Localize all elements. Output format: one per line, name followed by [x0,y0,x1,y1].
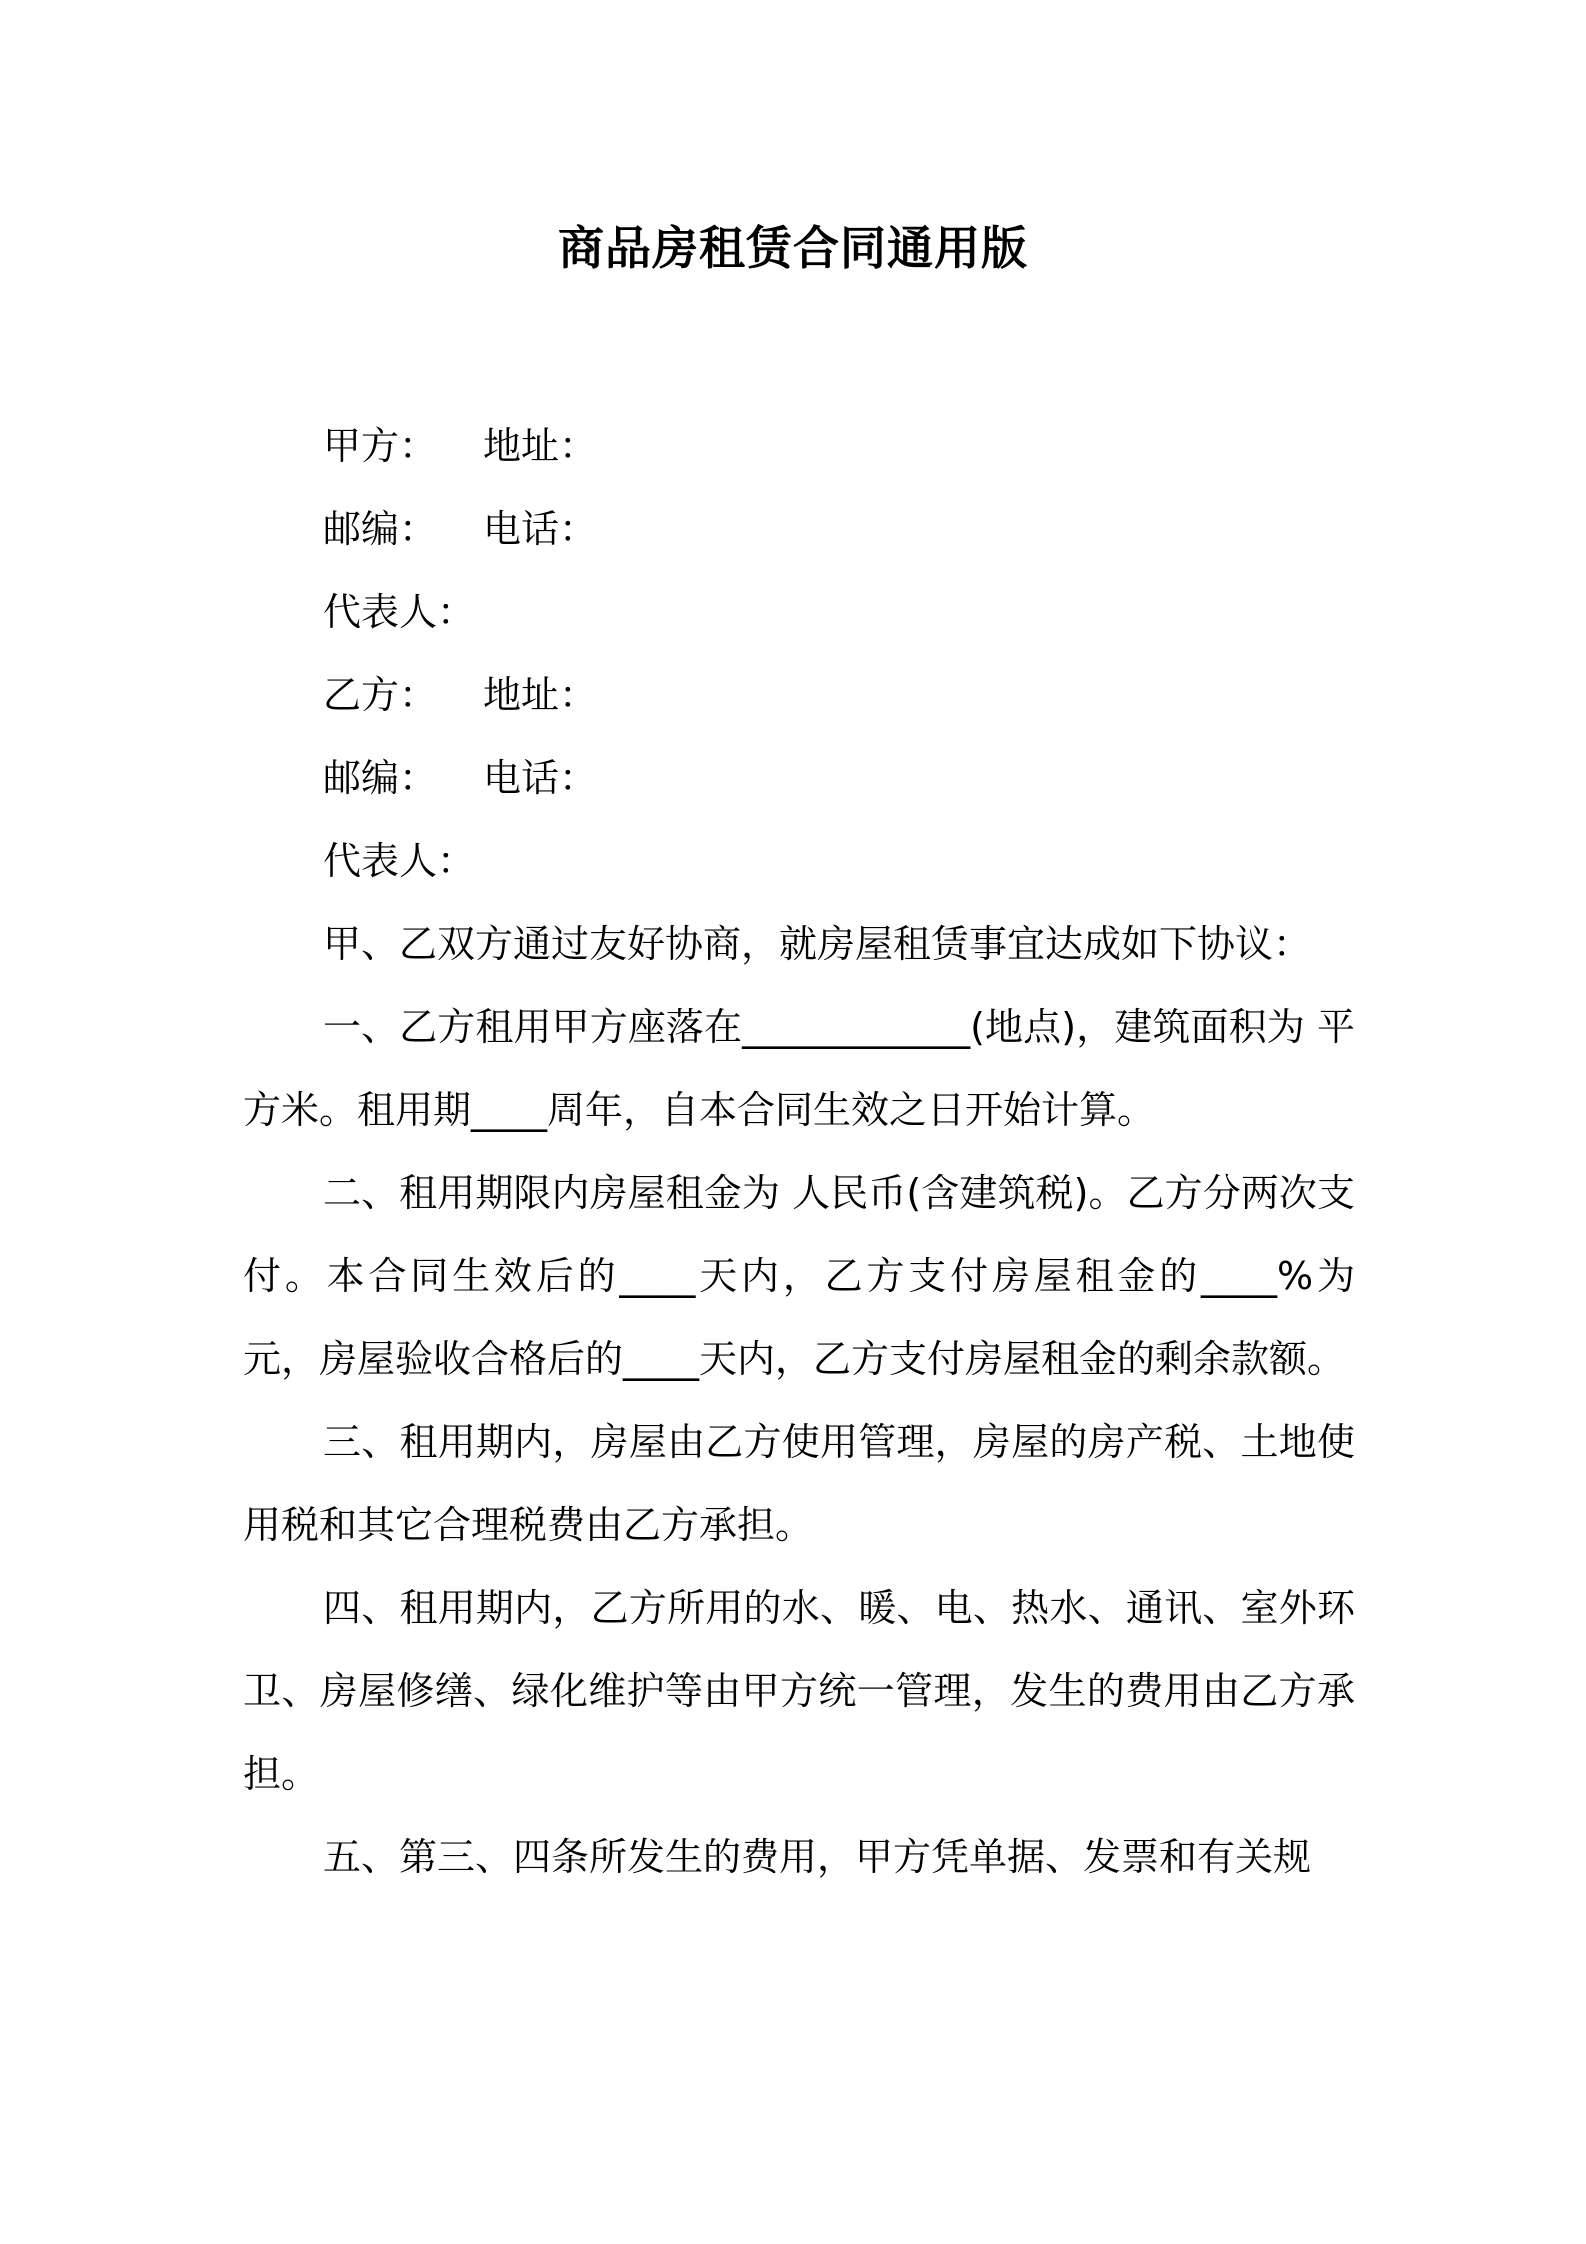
party-b-label: 乙方： [323,673,438,717]
clause-1: 一、乙方租用甲方座落在____________(地点)，建筑面积为 平方米。租用期____周年，自本合同生效之日开始计算。 [243,1005,1355,1132]
party-a-line [243,405,1355,488]
party-a-contact-line [243,488,1355,571]
party-b-contact-line [243,737,1355,820]
clause-3: 三、租用期内，房屋由乙方使用管理，房屋的房产税、土地使用税和其它合理税费由乙方承担。 [243,1420,1355,1547]
document-title: 商品房租赁合同通用版 [558,221,1028,275]
party-b-address-label: 地址： [483,673,598,717]
party-a-representative-label: 代表人： [323,590,476,634]
document-body [243,405,1355,1899]
party-b-representative-line [243,820,1355,903]
clause-4: 四、租用期内，乙方所用的水、暖、电、热水、通讯、室外环卫、房屋修缮、绿化维护等由甲方统一管理，发生的费用由乙方承担。 [243,1586,1355,1796]
clause-2: 二、租用期限内房屋租金为 人民币(含建筑税)。乙方分两次支付。本合同生效后的____天内，乙方支付房屋租金的____%为 元，房屋验收合格后的____天内，乙方支付房屋租金的剩余款额。 [243,1171,1355,1381]
clause-5: 五、第三、四条所发生的费用，甲方凭单据、发票和有关规 [323,1835,1312,1879]
party-a-phone-label: 电话： [483,507,598,551]
party-a-postcode-label: 邮编： [323,507,438,551]
party-a-representative-line [243,571,1355,654]
party-b-representative-label: 代表人： [323,839,476,883]
party-b-postcode-label: 邮编： [323,756,438,800]
party-b-line [243,654,1355,737]
party-b-phone-label: 电话： [483,756,598,800]
agreement-intro: 甲、乙双方通过友好协商，就房屋租赁事宜达成如下协议： [323,922,1312,966]
party-a-address-label: 地址： [483,424,598,468]
party-a-label: 甲方： [323,424,438,468]
